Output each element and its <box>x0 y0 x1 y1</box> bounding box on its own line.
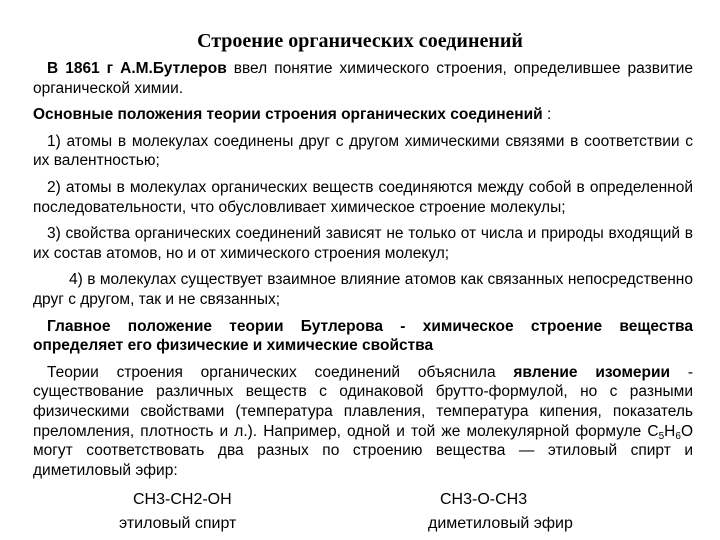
principles-heading-paragraph <box>33 105 693 125</box>
text-body <box>33 59 693 487</box>
intro-text: ввел понятие химического строения, определившее развитие органической химии. <box>33 60 693 97</box>
isomerism-bold: явление изомерии <box>513 363 671 381</box>
isomerism-text-2: - существование различных веществ с одинаковой брутто-формулой, но с разными физическими свойствами (температура плавления, температура кипения, показатель преломления, плотность и л.). Например, одной и той же молекулярной формуле C <box>33 363 694 440</box>
isomerism-text-3: H <box>664 422 676 440</box>
isomerism-text-1: Теории строения органических соединений объяснила <box>47 363 514 381</box>
ethanol-name: этиловый спирт <box>119 515 237 532</box>
intro-bold: В 1861 г А.М.Бутлеров <box>47 60 227 77</box>
formula-sub-2: 6 <box>675 430 681 442</box>
principle-item-3: 3) свойства органических соединений зависят не только от числа и природы входящий в их состав атомов, но и от химического строения молекул; <box>33 225 693 262</box>
principle-item-2: 2) атомы в молекулах органических веществ соединяются между собой в определенной последовательности, что обусловливает химическое строение молекулы; <box>33 178 693 216</box>
formula-sub-1: 5 <box>658 430 665 442</box>
isomerism-paragraph <box>33 363 693 481</box>
ethanol-formula: CH3-CH2-OH <box>133 491 232 508</box>
principle-item-4: 4) в молекулах существует взаимное влияние атомов как связанных непосредственно друг с другом, так и не связанных; <box>33 271 693 308</box>
page-title: Строение органических соединений <box>197 30 523 52</box>
examples <box>33 489 693 535</box>
dimethyl-ether-formula: CH3-O-CH3 <box>440 491 528 508</box>
principles-heading-suffix: : <box>542 106 552 124</box>
principles-heading: Основные положения теории строения органических соединений <box>33 106 543 124</box>
dimethyl-ether-name: диметиловый эфир <box>428 515 573 532</box>
isomerism-text-4: O могут соответствовать два разных по строению вещества — этиловый спирт и диметиловый эфир: <box>33 422 693 479</box>
main-principle: Главное положение теории Бутлерова - химическое строение вещества определяет его физические и химические свойства <box>33 317 693 355</box>
intro-paragraph <box>33 59 693 98</box>
principle-item-1: 1) атомы в молекулах соединены друг с другом химическими связями в соответствии с их валентностью; <box>33 132 693 170</box>
